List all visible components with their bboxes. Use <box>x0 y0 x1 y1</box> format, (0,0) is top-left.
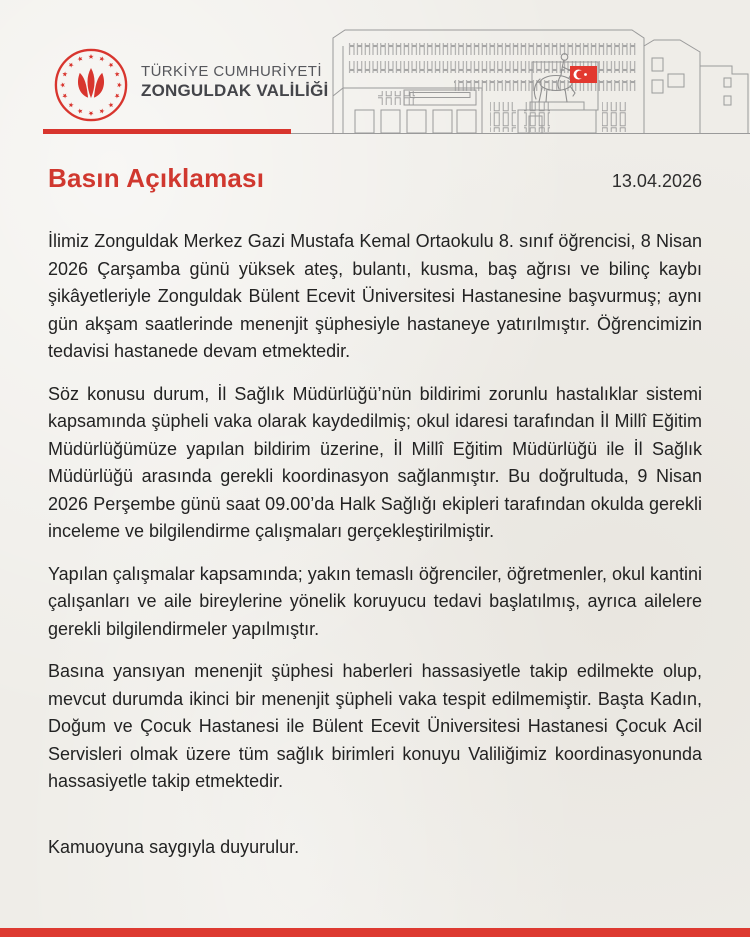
governorship-building-illustration <box>286 22 750 140</box>
press-release-paragraph-1: İlimiz Zonguldak Merkez Gazi Mustafa Kemal Ortaokulu 8. sınıf öğrencisi, 8 Nisan 2026 Çarşamba günü yüksek ateş, bulantı, kusma, baş ağrısı ve bilinç kaybı şikâyetleriyle Zonguldak Bülent Ecevit Üniversitesi Hastanesine başvurmuş; aynı gün akşam saatlerinde menenjit şüphesiyle hastaneye yatırılmıştır. Öğrencimizin tedavisi hastanede devam etmektedir. <box>48 231 702 361</box>
title-row <box>48 163 702 194</box>
org-governorship-line: ZONGULDAK VALİLİĞİ <box>141 80 329 100</box>
closing-statement: Kamuoyuna saygıyla duyurulur. <box>48 836 300 857</box>
red-divider-line <box>43 129 291 134</box>
page-title: Basın Açıklaması <box>48 163 265 193</box>
turkish-flag-icon <box>570 66 597 83</box>
document-date: 13.04.2026 <box>611 171 702 191</box>
press-release-paragraph-4: Basına yansıyan menenjit şüphesi haberleri hassasiyetle takip edilmekte olup, mevcut durumda ikinci bir menenjit şüpheli vaka tespit edilmemiştir. Başta Kadın, Doğum ve Çocuk Hastanesi ile Bülent Ecevit Üniversitesi Hastanesi Çocuk Acil Servisleri olmak üzere tüm sağlık birimleri konuyu Valiliğimiz koordinasyonunda hassasiyetle takip etmektedir. <box>48 661 702 791</box>
footer-red-bar <box>0 928 750 937</box>
org-country-line: TÜRKİYE CUMHURİYETİ <box>141 63 322 80</box>
press-release-body <box>48 228 702 876</box>
press-release-paragraph-2: Söz konusu durum, İl Sağlık Müdürlüğü’nün bildirimi zorunlu hastalıklar sistemi kapsamında şüpheli vaka olarak kaydedilmiş; okul idaresi tarafından İl Millî Eğitim Müdürlüğümüze yapılan bildirim üzerine, İl Millî Eğitim Müdürlüğü ile İl Sağlık Müdürlüğü arasında gerekli koordinasyon sağlanmıştır. Bu doğrultuda, 9 Nisan 2026 Perşembe günü saat 09.00’da Halk Sağlığı ekipleri tarafından okulda gerekli inceleme ve bilgilendirme çalışmaları gerçekleştirilmiştir. <box>48 383 702 541</box>
emblem-tulip-icon <box>78 68 104 98</box>
press-release-paragraph-3: Yapılan çalışmalar kapsamında; yakın temaslı öğrenciler, öğretmenler, okul kantini çalışanları ve aile bireylerine yönelik koruyucu tedavi başlatılmış, ayrıca ailelere gerekli bilgilendirmeler yapılmıştır. <box>48 563 702 639</box>
turkish-government-emblem-icon <box>52 46 130 124</box>
